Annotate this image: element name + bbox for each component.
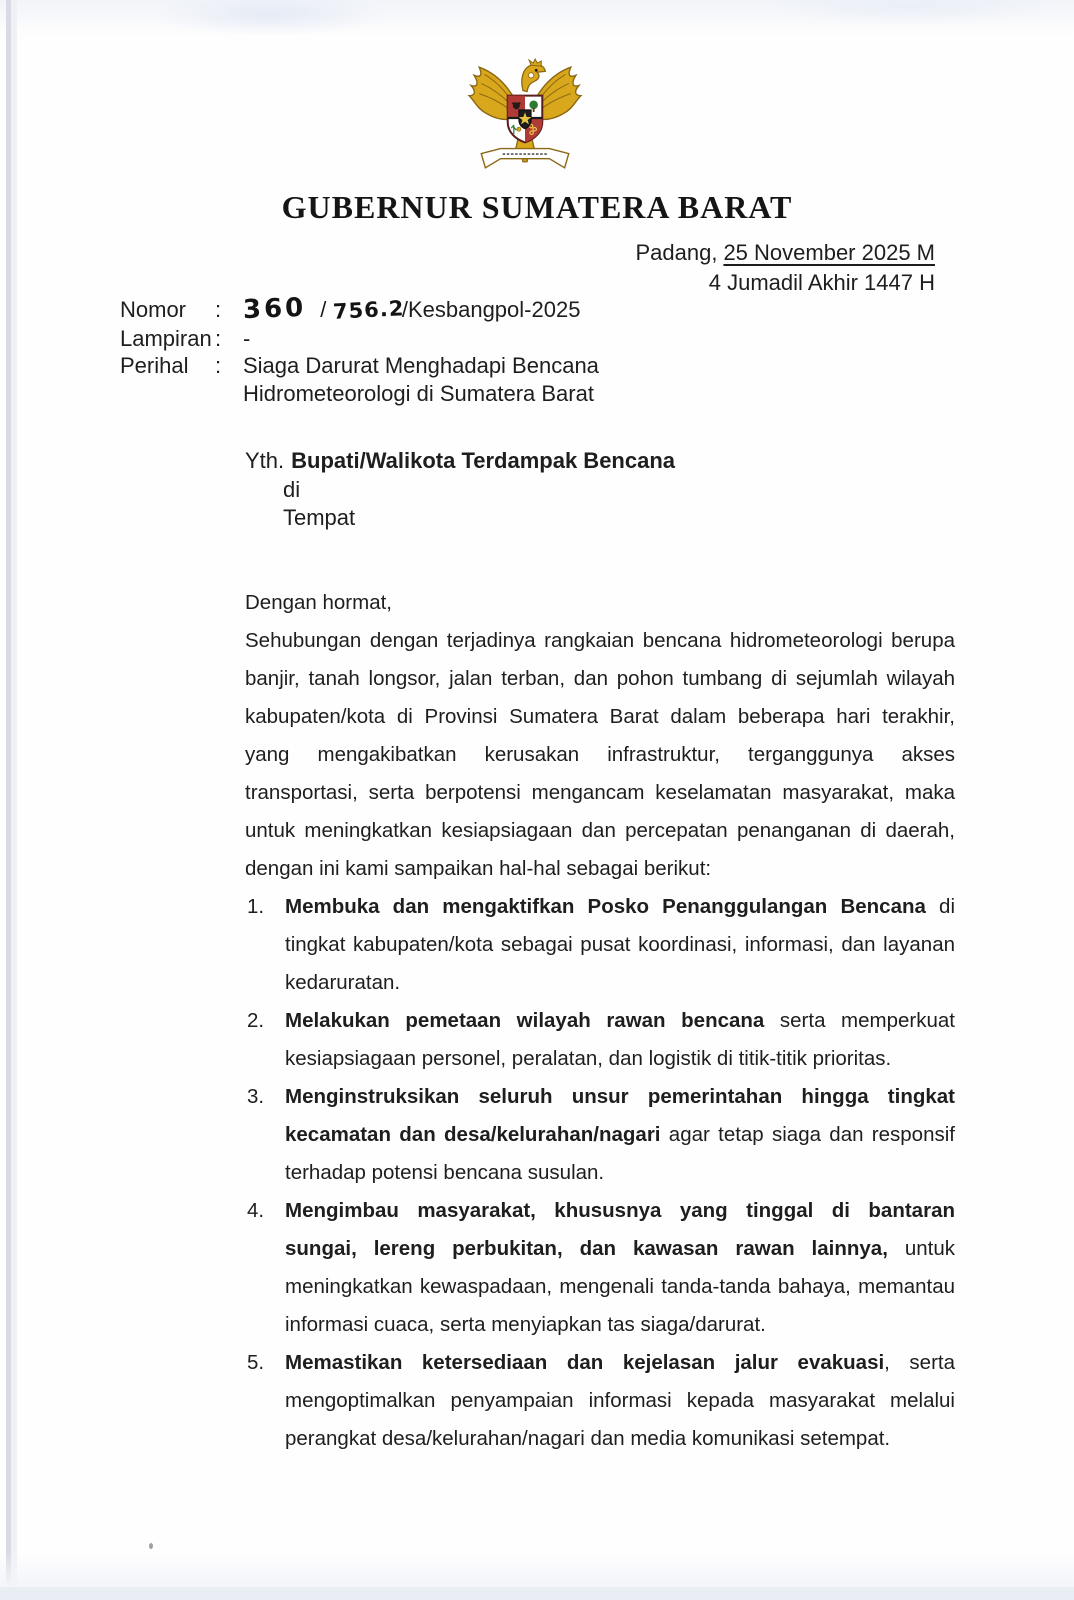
letter-meta xyxy=(120,292,599,407)
page-bottom-edge xyxy=(0,1587,1074,1600)
nomor-value xyxy=(242,292,599,326)
list-item xyxy=(245,1192,955,1344)
addressee-block xyxy=(245,447,675,533)
perihal-colon: : xyxy=(215,353,222,378)
nomor-label: Nomor xyxy=(120,297,187,322)
dateline-hijri: 4 Jumadil Akhir 1447 H xyxy=(708,270,935,295)
dateline xyxy=(635,238,935,298)
item-bold-text: Memastikan ketersediaan dan kejelasan jalur evakuasi xyxy=(285,1351,885,1374)
nomor-colon: : xyxy=(215,297,222,322)
item-bold-text: Mengimbau masyarakat, khususnya yang tinggal di bantaran sungai, lereng perbukitan, dan kawasan rawan lainnya, xyxy=(285,1199,955,1260)
letter-body xyxy=(245,584,955,1458)
nomor-slash: / xyxy=(320,297,327,322)
perihal-line2: Hidrometeorologi di Sumatera Barat xyxy=(243,380,594,406)
item-bold-text: Menginstruksikan seluruh unsur pemerintahan hingga tingkat kecamatan dan desa/kelurahan/nagari xyxy=(285,1085,955,1146)
instruction-list xyxy=(245,888,955,1458)
item-rest-text: untuk meningkatkan kewaspadaan, mengenali tanda-tanda bahaya, memantau informasi cuaca, serta menyiapkan tas siaga/darurat. xyxy=(285,1237,955,1336)
list-item xyxy=(245,1078,955,1192)
dateline-place: Padang, xyxy=(635,240,718,265)
meta-row-lampiran xyxy=(120,325,599,353)
garuda-pancasila-icon xyxy=(464,58,586,175)
item-rest-text: agar tetap siaga dan responsif terhadap potensi bencana susulan. xyxy=(285,1123,955,1184)
addressee-prefix: Yth. xyxy=(245,448,285,473)
item-number: 1. xyxy=(247,895,265,918)
item-rest-text: serta memperkuat kesiapsiagaan personel, peralatan, dan logistik di titik-titik prioritas. xyxy=(285,1009,955,1070)
dateline-date-underlined: 25 November 2025 M xyxy=(723,240,935,265)
scan-dot-artifact xyxy=(149,1543,153,1549)
lampiran-label: Lampiran xyxy=(120,325,212,351)
letterhead-title: GUBERNUR SUMATERA BARAT xyxy=(281,189,793,225)
addressee-place: Tempat xyxy=(283,505,356,530)
perihal-line1: Siaga Darurat Menghadapi Bencana xyxy=(243,353,599,378)
nomor-handwritten-number: 360 xyxy=(242,292,307,326)
dateline-gregorian xyxy=(635,238,935,268)
addressee-line1 xyxy=(245,447,675,476)
perihal-value xyxy=(243,352,599,407)
addressee-name: Bupati/Walikota Terdampak Bencana xyxy=(291,448,676,473)
salutation: Dengan hormat, xyxy=(245,591,393,614)
item-rest-text: , serta mengoptimalkan penyampaian informasi kepada masyarakat melalui perangkat desa/kelurahan/nagari dan media komunikasi setempat. xyxy=(285,1351,955,1450)
list-item xyxy=(245,888,955,1002)
list-item xyxy=(245,1002,955,1078)
lampiran-value: - xyxy=(243,325,251,351)
item-number: 3. xyxy=(247,1085,265,1108)
item-number: 5. xyxy=(247,1351,265,1374)
scan-bottom-fade xyxy=(0,1547,1074,1587)
addressee-di: di xyxy=(283,476,301,502)
meta-row-perihal xyxy=(120,352,599,407)
list-item xyxy=(245,1344,955,1458)
meta-row-nomor xyxy=(120,292,599,326)
perihal-label: Perihal xyxy=(120,353,189,378)
lampiran-colon: : xyxy=(215,325,222,351)
item-number: 4. xyxy=(247,1199,265,1222)
nomor-printed-suffix: /Kesbangpol-2025 xyxy=(401,297,581,322)
item-bold-text: Membuka dan mengaktifkan Posko Penanggulangan Bencana xyxy=(285,895,926,918)
item-rest-text: di tingkat kabupaten/kota sebagai pusat koordinasi, informasi, dan layanan kedaruratan. xyxy=(285,895,956,994)
opening-paragraph: Sehubungan dengan terjadinya rangkaian bencana hidrometeorologi berupa banjir, tanah longsor, jalan terban, dan pohon tumbang di sejumlah wilayah kabupaten/kota di Provinsi Sumatera Barat dalam beberapa hari terakhir, yang mengakibatkan kerusakan infrastruktur, terganggunya akses transportasi, serta berpotensi mengancam keselamatan masyarakat, maka untuk meningkatkan kesiapsiagaan dan percepatan penanganan di daerah, dengan ini kami sampaikan hal-hal sebagai berikut: xyxy=(245,629,955,880)
nomor-handwritten-code: 756.2 xyxy=(332,296,406,324)
letterhead xyxy=(0,0,1074,226)
item-bold-text: Melakukan pemetaan wilayah rawan bencana xyxy=(285,1009,765,1032)
page-left-edge-soft xyxy=(11,0,17,1600)
item-number: 2. xyxy=(247,1009,265,1032)
